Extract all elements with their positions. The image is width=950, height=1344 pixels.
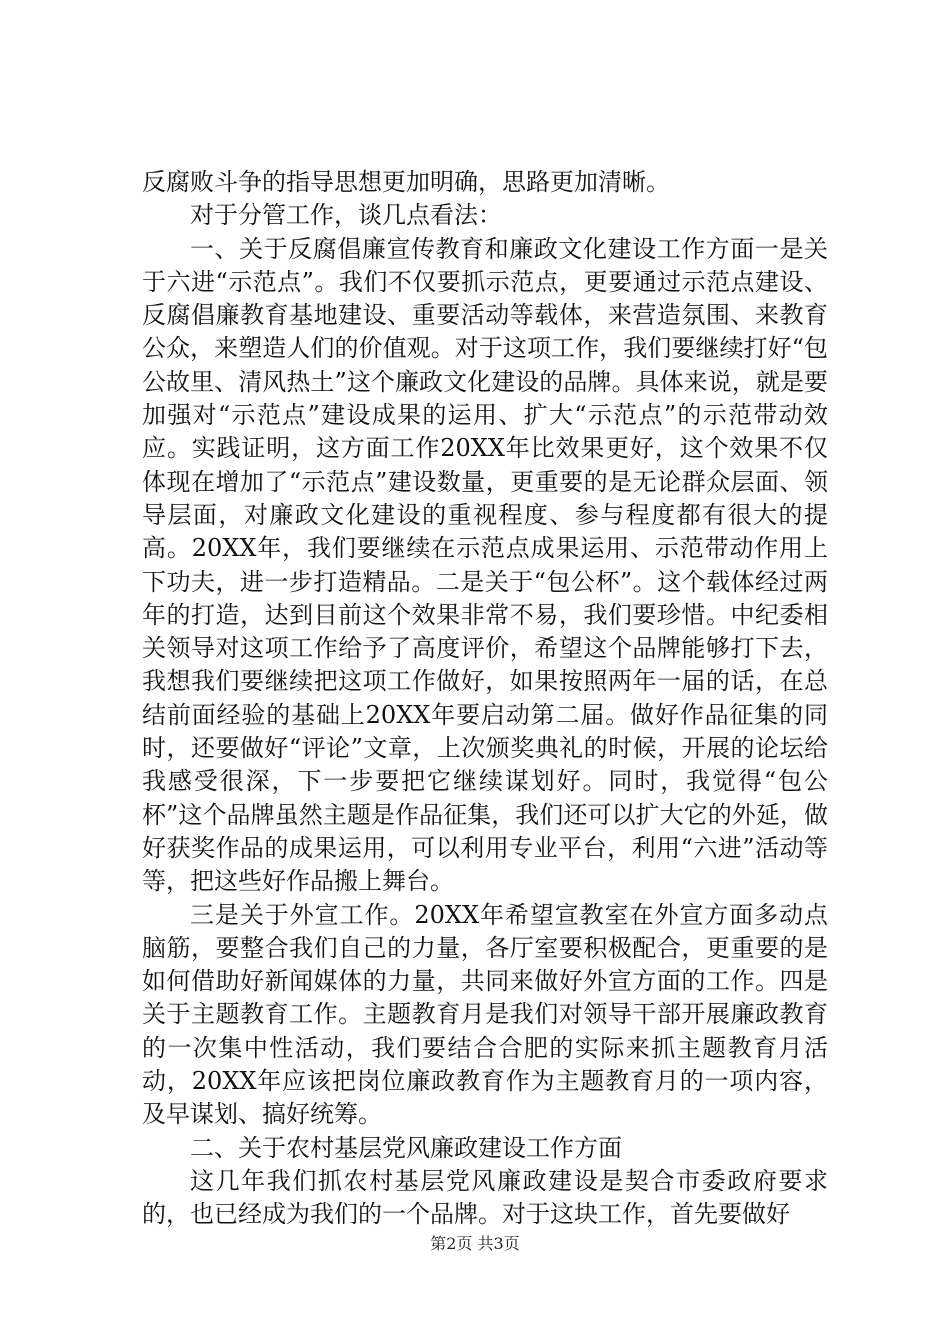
body-text [142,166,828,1232]
paragraph-external-publicity: 三是关于外宣工作。20XX年希望宣教室在外宣方面多动点脑筋，要整合我们自己的力量，各厅室要积极配合，更重要的是如何借助好新闻媒体的力量，共同来做好外宣方面的工作。四是关于主题教育工作。主题教育月是我们对领导干部开展廉政教育的一次集中性活动，我们要结合合肥的实际来抓主题教育月活动，20XX年应该把岗位廉政教育作为主题教育月的一项内容，及早谋划、搞好统筹。 [142,900,828,1129]
page-number-footer: 第2页 共3页 [430,1234,520,1253]
section-heading-two: 二、关于农村基层党风廉政建设工作方面 [190,1133,622,1162]
paragraph-section-one: 一、关于反腐倡廉宣传教育和廉政文化建设工作方面一是关于六进“示范点”。我们不仅要抓示范点，更要通过示范点建设、反腐倡廉教育基地建设、重要活动等载体，来营造氛围、来教育公众，来塑造人们的价值观。对于这项工作，我们要继续打好“包公故里、清风热土”这个廉政文化建设的品牌。具体来说，就是要加强对“示范点”建设成果的运用、扩大“示范点”的示范带动效应。实践证明，这方面工作20XX年比效果更好，这个效果不仅体现在增加了“示范点”建设数量，更重要的是无论群众层面、领导层面，对廉政文化建设的重视程度、参与程度都有很大的提高。20XX年，我们要继续在示范点成果运用、示范带动作用上下功夫，进一步打造精品。二是关于“包公杯”。这个载体经过两年的打造，达到目前这个效果非常不易，我们要珍惜。中纪委相关领导对这项工作给予了高度评价，希望这个品牌能够打下去，我想我们要继续把这项工作做好，如果按照两年一届的话，在总结前面经验的基础上20XX年要启动第二届。做好作品征集的同时，还要做好“评论”文章，上次颁奖典礼的时候，开展的论坛给我感受很深，下一步要把它继续谋划好。同时，我觉得“包公杯”这个品牌虽然主题是作品征集，我们还可以扩大它的外延，做好获奖作品的成果运用，可以利用专业平台，利用“六进”活动等等，把这些好作品搬上舞台。 [142,234,828,896]
paragraph-continuation: 反腐败斗争的指导思想更加明确，思路更加清晰。 [142,168,670,196]
paragraph-intro: 对于分管工作，谈几点看法： [190,201,502,230]
paragraph-rural: 这几年我们抓农村基层党风廉政建设是契合市委政府要求的，也已经成为我们的一个品牌。对于这块工作，首先要做好 [142,1166,828,1229]
